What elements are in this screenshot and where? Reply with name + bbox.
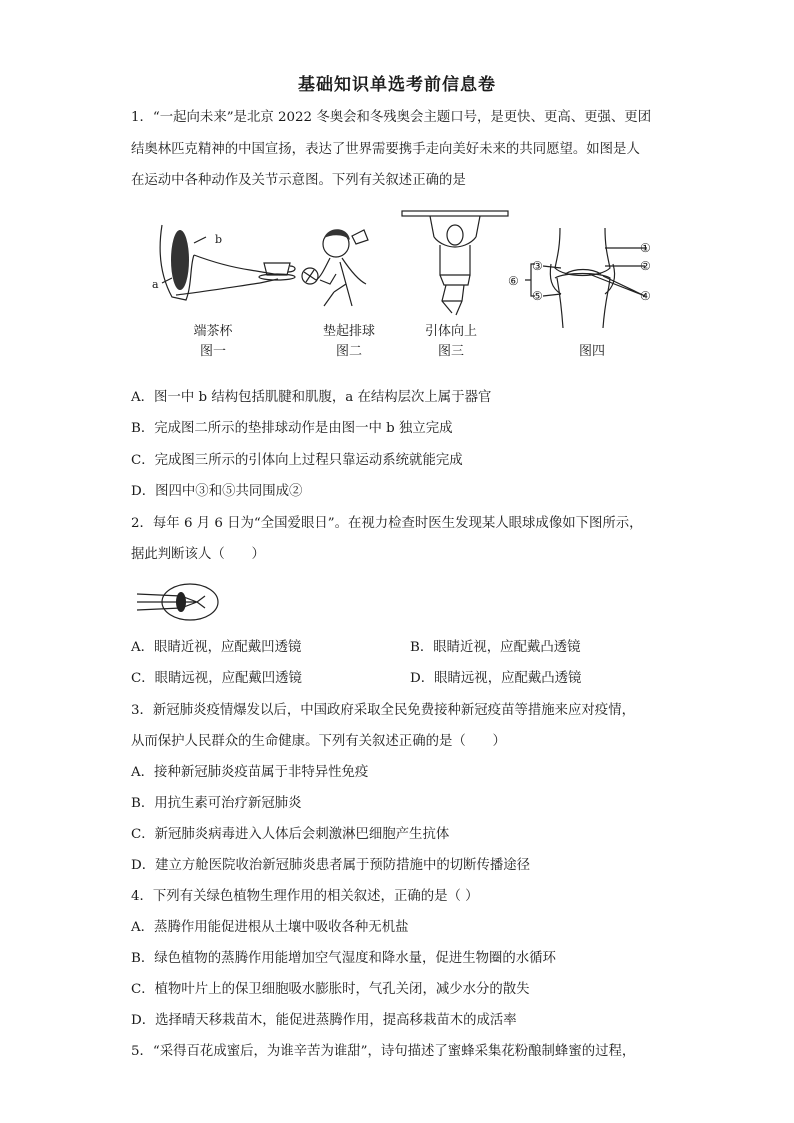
q4-option-d: D．选择晴天移栽苗木，能促进蒸腾作用，提高移栽苗木的成活率 xyxy=(131,1013,517,1028)
q4-option-b: B．绿色植物的蒸腾作用能增加空气湿度和降水量，促进生物圈的水循环 xyxy=(131,951,556,966)
q3-stem-line-1: 3．新冠肺炎疫情爆发以后，中国政府采取全民免费接种新冠疫苗等措施来应对疫情， xyxy=(131,703,635,718)
q2-option-d: D．眼睛远视，应配戴凸透镜 xyxy=(410,671,582,686)
q1-stem-line-2: 结奥林匹克精神的中国宣扬，表达了世界需要携手走向美好未来的共同愿望。如图是人 xyxy=(131,142,640,157)
q1-option-c: C．完成图三所示的引体向上过程只靠运动系统就能完成 xyxy=(131,453,463,468)
q3-option-d: D．建立方舱医院收治新冠肺炎患者属于预防措施中的切断传播途径 xyxy=(131,858,531,873)
q1-stem-line-1: 1．“一起向未来”是北京 2022 冬奥会和冬残奥会主题口号，是更快、更高、更强、更团 xyxy=(131,110,652,125)
figure-pull-up xyxy=(400,205,510,320)
fig4-mark-3: ③ xyxy=(532,259,543,273)
fig4-mark-1: ① xyxy=(640,241,651,255)
fig4-name: 图四 xyxy=(578,344,605,359)
fig4-mark-5: ⑤ xyxy=(532,289,543,303)
q4-option-c: C．植物叶片上的保卫细胞吸水膨胀时，气孔关闭，减少水分的散失 xyxy=(131,982,530,997)
fig2-caption: 垫起排球 xyxy=(322,324,375,339)
fig4-mark-6: ⑥ xyxy=(508,274,519,288)
fig1-mark-b: b xyxy=(215,233,223,246)
fig3-caption: 引体向上 xyxy=(424,324,477,339)
figure-eye-imaging xyxy=(135,582,225,622)
figure-arm-holding-cup xyxy=(150,215,300,310)
fig1-caption: 端茶杯 xyxy=(193,324,233,339)
q1-stem-line-3: 在运动中各种动作及关节示意图。下列有关叙述正确的是 xyxy=(131,173,466,188)
figure-volleyball xyxy=(290,222,390,312)
q1-option-a: A．图一中 b 结构包括肌腱和肌腹，a 在结构层次上属于器官 xyxy=(131,390,492,405)
q1-option-d: D．图四中③和⑤共同围成② xyxy=(131,484,303,499)
fig4-mark-2: ② xyxy=(640,259,651,273)
q2-option-b: B．眼睛近视，应配戴凸透镜 xyxy=(410,640,581,655)
q3-option-c: C．新冠肺炎病毒进入人体后会刺激淋巴细胞产生抗体 xyxy=(131,827,450,842)
q2-option-a: A．眼睛近视，应配戴凹透镜 xyxy=(131,640,302,655)
q5-stem-line-1: 5．“采得百花成蜜后，为谁辛苦为谁甜”，诗句描述了蜜蜂采集花粉酿制蜂蜜的过程， xyxy=(131,1044,636,1059)
q4-option-a: A．蒸腾作用能促进根从土壤中吸收各种无机盐 xyxy=(131,920,409,935)
q2-stem-line-2: 据此判断该人（ ） xyxy=(131,547,265,562)
fig2-name: 图二 xyxy=(335,344,362,359)
q3-option-a: A．接种新冠肺炎疫苗属于非特异性免疫 xyxy=(131,765,369,780)
q2-option-c: C．眼睛远视，应配戴凹透镜 xyxy=(131,671,302,686)
q3-stem-line-2: 从而保护人民群众的生命健康。下列有关叙述正确的是（ ） xyxy=(131,734,506,749)
fig4-mark-4: ④ xyxy=(640,289,651,303)
fig1-name: 图一 xyxy=(199,344,226,359)
q3-option-b: B．用抗生素可治疗新冠肺炎 xyxy=(131,796,302,811)
q4-stem-line-1: 4．下列有关绿色植物生理作用的相关叙述，正确的是（ ） xyxy=(131,889,479,904)
q2-stem-line-1: 2．每年 6 月 6 日为“全国爱眼日”。在视力检查时医生发现某人眼球成像如下图所示， xyxy=(131,516,643,531)
fig3-name: 图三 xyxy=(437,344,464,359)
q1-option-b: B．完成图二所示的垫排球动作是由图一中 b 独立完成 xyxy=(131,421,453,436)
fig1-mark-a: a xyxy=(152,278,159,291)
page-title: 基础知识单选考前信息卷 xyxy=(298,75,496,95)
